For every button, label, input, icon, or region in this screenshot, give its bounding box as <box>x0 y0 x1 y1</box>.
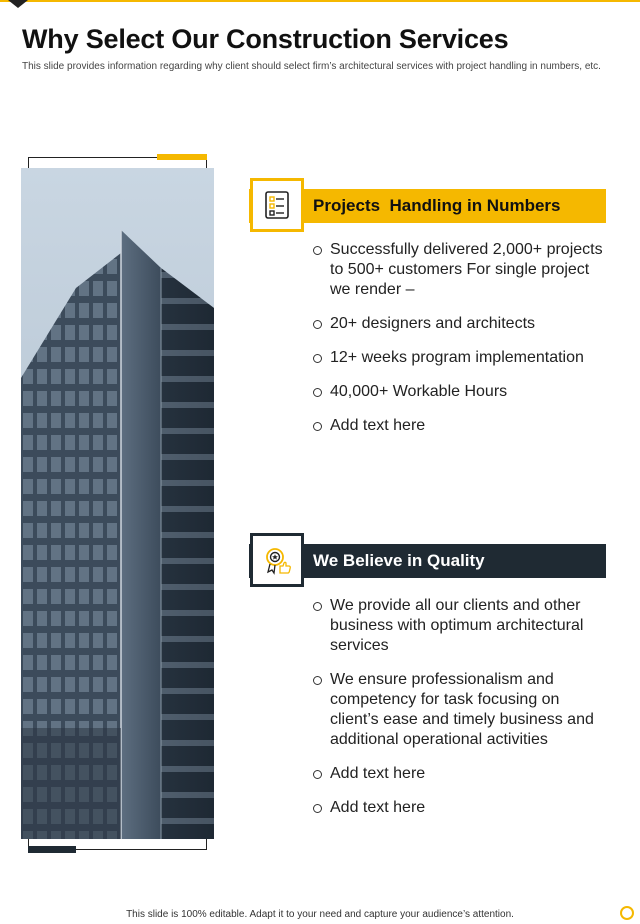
bottom-accent-bar <box>28 846 76 853</box>
list-item: Add text here <box>312 764 612 784</box>
checklist-document-icon <box>250 178 304 232</box>
quality-badge-thumbs-up-icon <box>250 533 304 587</box>
list-item: 40,000+ Workable Hours <box>312 382 612 402</box>
top-accent-line <box>0 0 640 2</box>
page-title: Why Select Our Construction Services <box>22 24 509 54</box>
section-quality-title: We Believe in Quality <box>313 551 485 570</box>
list-item: We provide all our clients and other business with optimum architectural services <box>312 596 612 656</box>
list-item: We ensure professionalism and competency for task focusing on client’s ease and timely business and additional operational activities <box>312 670 612 750</box>
footer-note: This slide is 100% editable. Adapt it to your need and capture your audience’s attention. <box>126 909 514 920</box>
building-photo <box>21 168 214 839</box>
page-subtitle: This slide provides information regarding why client should select firm’s architectural services with project handling in numbers, etc. <box>22 61 601 72</box>
frame-accent-bar <box>157 154 207 160</box>
list-item: 20+ designers and architects <box>312 314 612 334</box>
section-numbers-list <box>312 240 612 436</box>
list-item: 12+ weeks program implementation <box>312 348 612 368</box>
list-item: Add text here <box>312 798 612 818</box>
list-item: Successfully delivered 2,000+ projects to 500+ customers For single project we render – <box>312 240 612 300</box>
corner-circle-decoration <box>620 906 634 920</box>
section-numbers-title: Projects Handling in Numbers <box>313 196 561 215</box>
section-quality-list <box>312 596 612 818</box>
top-corner-triangle <box>8 0 28 8</box>
list-item: Add text here <box>312 416 612 436</box>
